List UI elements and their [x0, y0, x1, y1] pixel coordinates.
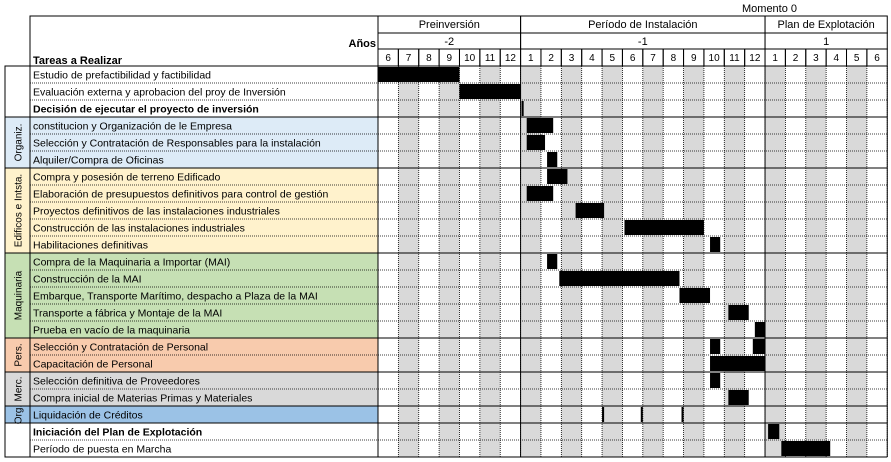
task-bar [728, 305, 748, 320]
month-tick-label: 3 [568, 53, 575, 64]
task-name: Habilitaciones definitivas [33, 239, 148, 252]
month-tick-label: 4 [833, 53, 840, 64]
task-bar [624, 220, 703, 235]
task-name: Construcción de las instalaciones industriales [33, 222, 245, 235]
month-tick-label: 5 [853, 53, 860, 64]
column-stripe [806, 66, 826, 457]
task-name: Compra de la Maquinaria a Importar (MAI) [33, 256, 231, 269]
month-tick-label: 10 [464, 53, 476, 64]
month-tick-label: 7 [650, 53, 656, 64]
task-bar [728, 390, 748, 405]
task-name: constitucion y Organización de le Empresa [33, 120, 233, 133]
month-tick-label: 5 [609, 53, 616, 64]
group-label-cell [5, 66, 30, 117]
task-name: Liquidación de Créditos [33, 409, 143, 422]
task-name: Evaluación externa y aprobacion del proy de Inversión [33, 86, 286, 99]
month-tick-label: 11 [729, 53, 740, 64]
task-name: Iniciación del Plan de Explotación [33, 426, 203, 439]
task-bar [547, 152, 557, 167]
group-label: Org. [13, 404, 25, 425]
month-tick-label: 11 [484, 53, 496, 64]
column-stripe [847, 66, 867, 457]
task-bar [710, 356, 765, 371]
task-bar [710, 237, 720, 252]
month-tick-label: 1 [772, 53, 778, 64]
task-bar [559, 271, 679, 286]
month-tick-label: 12 [749, 53, 761, 64]
column-stripe [643, 66, 663, 457]
month-tick-label: 7 [405, 53, 412, 64]
task-name: Embarque, Transporte Marítimo, despacho a Plaza de la MAI [33, 290, 318, 303]
phase-label: Período de Instalación [588, 19, 698, 31]
task-bar [753, 339, 765, 354]
momento-label: Momento 0 [742, 3, 798, 15]
task-bar [781, 441, 830, 456]
task-bar [378, 67, 459, 82]
task-name: Selección definitiva de Proveedores [33, 375, 200, 388]
task-name: Decisión de ejecutar el proyecto de inversión [33, 103, 259, 116]
group-label: Merc. [13, 376, 25, 402]
tareas-label: Tareas a Realizar [33, 55, 123, 67]
task-bar [641, 407, 643, 422]
month-tick-label: 9 [690, 53, 697, 64]
task-name: Capacitación de Personal [33, 358, 153, 371]
year-label: -1 [637, 36, 648, 48]
month-tick-label: 9 [446, 53, 453, 64]
month-tick-label: 8 [426, 53, 432, 64]
task-name: Compra inicial de Materias Primas y Materiales [33, 392, 253, 405]
task-bar [602, 407, 604, 422]
month-tick-label: 12 [504, 53, 516, 64]
task-bar [459, 84, 520, 99]
task-bar [527, 118, 553, 133]
task-bar [679, 288, 710, 303]
column-stripe [684, 66, 704, 457]
task-bar [768, 424, 779, 439]
task-bar [527, 135, 545, 150]
year-label: 1 [823, 36, 830, 48]
task-name: Elaboración de presupuestos definitivos para control de gestión [33, 188, 329, 201]
month-tick-label: 8 [670, 53, 677, 64]
phase-label: Preinversión [418, 19, 480, 31]
month-tick-label: 1 [527, 53, 534, 64]
task-bar [682, 407, 684, 422]
month-tick-label: 6 [874, 53, 880, 64]
task-name: Selección y Contratación de Responsables para la instalación [33, 137, 321, 150]
task-name: Alquiler/Compra de Oficinas [33, 154, 164, 167]
month-tick-label: 3 [813, 53, 819, 64]
month-tick-label: 2 [548, 53, 554, 64]
group-label: Pers. [13, 343, 25, 367]
month-tick-label: 6 [629, 53, 636, 64]
phase-label: Plan de Explotación [777, 19, 875, 31]
column-stripe [398, 66, 418, 457]
task-bar [547, 169, 567, 184]
group-label: Maquinaria [13, 270, 25, 321]
column-stripe [602, 66, 622, 457]
year-label: -2 [444, 36, 455, 48]
month-tick-label: 2 [792, 53, 799, 64]
task-bar [527, 186, 553, 201]
column-stripes [398, 66, 867, 457]
task-name: Período de puesta en Marcha [33, 443, 172, 456]
task-bar [710, 373, 720, 388]
task-name: Estudio de prefactibilidad y factibilidad [33, 69, 212, 82]
month-tick-label: 6 [385, 53, 391, 64]
task-bar [576, 203, 605, 218]
month-tick-label: 10 [708, 53, 720, 64]
month-tick-label: 4 [589, 53, 595, 64]
anos-label: Años [348, 38, 376, 50]
task-name: Proyectos definitivos de las instalaciones industriales [33, 205, 280, 218]
task-name: Construcción de la MAI [33, 273, 142, 286]
column-stripe [439, 66, 459, 457]
task-bar [522, 101, 524, 116]
task-bar [547, 254, 557, 269]
group-label-cell [5, 423, 30, 457]
task-name: Selección y Contratación de Personal [33, 341, 209, 354]
group-label: Edificos e Intsta. [13, 173, 25, 248]
task-name: Transporte a fábrica y Montaje de la MAI [33, 307, 223, 320]
task-name: Prueba en vacío de la maquinaria [33, 324, 191, 337]
column-stripe [765, 66, 785, 457]
group-label: Organiz. [13, 123, 25, 162]
column-stripe [561, 66, 581, 457]
column-stripe [480, 66, 500, 457]
task-bar [710, 339, 720, 354]
task-bar [755, 322, 765, 337]
task-name: Compra y posesión de terreno Edificado [33, 171, 221, 184]
